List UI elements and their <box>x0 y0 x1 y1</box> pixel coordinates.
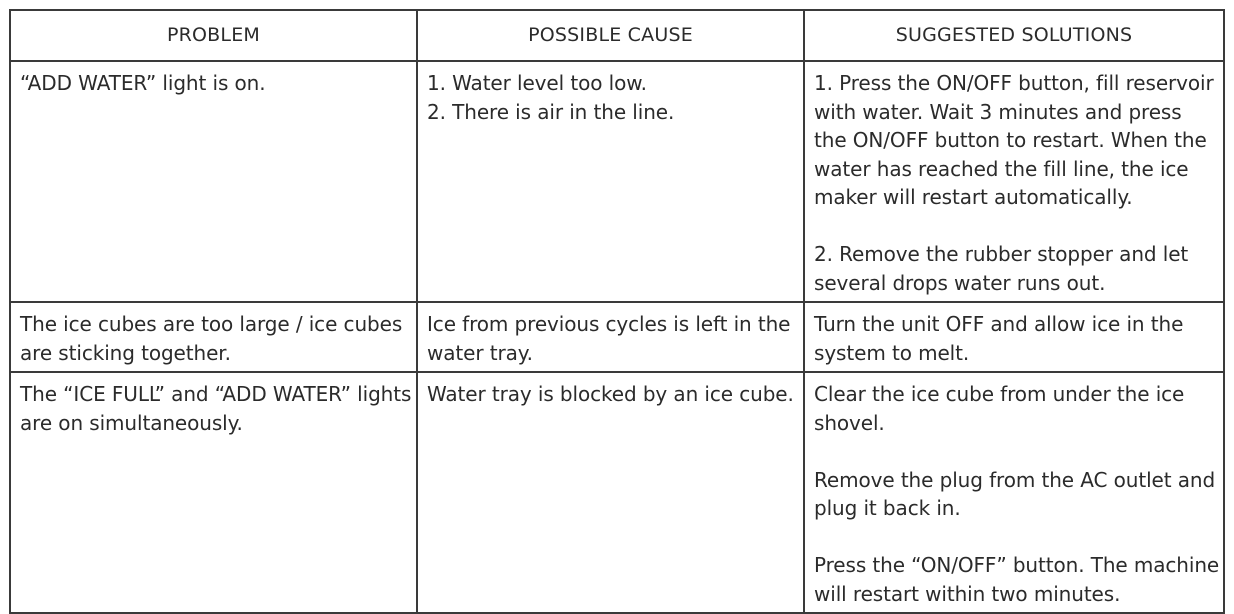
problem-cell <box>10 372 417 613</box>
text-line: plug it back in. <box>814 496 961 520</box>
solution-paragraph <box>814 310 1214 367</box>
solution-paragraph <box>814 69 1214 212</box>
header-row <box>10 10 1224 61</box>
solution-paragraph <box>814 551 1220 608</box>
text-line: The “ICE FULL” and “ADD WATER” lights <box>20 382 412 406</box>
text-line: will restart within two minutes. <box>814 581 1121 606</box>
cause-cell <box>417 61 804 302</box>
solution-cell <box>804 302 1224 372</box>
header-possible-cause: POSSIBLE CAUSE <box>417 10 804 61</box>
text-line: water tray. <box>427 340 533 365</box>
header-problem: PROBLEM <box>10 10 417 61</box>
text-line: maker will restart automatically. <box>814 185 1133 209</box>
table-row <box>10 61 1224 302</box>
text-line: water has reached the fill line, the ice <box>814 156 1189 181</box>
table-row <box>10 372 1224 613</box>
solution-paragraph <box>814 380 1214 437</box>
solution-paragraph <box>814 240 1214 297</box>
solution-paragraph <box>814 466 1214 523</box>
table-row <box>10 302 1224 372</box>
text-line: Remove the plug from the AC outlet and <box>814 467 1216 492</box>
text-line: 2. There is air in the line. <box>427 99 675 124</box>
text-line: with water. Wait 3 minutes and press <box>814 99 1182 124</box>
text-line: Clear the ice cube from under the ice <box>814 382 1185 406</box>
header-suggested-solutions: SUGGESTED SOLUTIONS <box>804 10 1224 61</box>
problem-cell <box>10 61 417 302</box>
solution-cell <box>804 372 1224 613</box>
text-line: shovel. <box>814 410 885 435</box>
text-line: are on simultaneously. <box>20 410 243 435</box>
text-line: Water tray is blocked by an ice cube. <box>427 382 794 406</box>
cause-cell <box>417 372 804 613</box>
text-line: several drops water runs out. <box>814 270 1106 295</box>
text-line: the ON/OFF button to restart. When the <box>814 128 1207 152</box>
solution-cell <box>804 61 1224 302</box>
text-line: The ice cubes are too large / ice cubes <box>20 312 403 336</box>
text-line: 1. Water level too low. <box>427 71 647 95</box>
text-line: Ice from previous cycles is left in the <box>427 312 791 336</box>
text-line: system to melt. <box>814 340 970 365</box>
text-line: 1. Press the ON/OFF button, fill reservoir <box>814 71 1214 95</box>
text-line: Press the “ON/OFF” button. The machine <box>814 553 1220 577</box>
cause-cell <box>417 302 804 372</box>
text-line: 2. Remove the rubber stopper and let <box>814 242 1189 266</box>
text-line: are sticking together. <box>20 340 231 365</box>
troubleshooting-table <box>9 9 1225 614</box>
text-line: “ADD WATER” light is on. <box>20 71 266 95</box>
problem-cell <box>10 302 417 372</box>
text-line: Turn the unit OFF and allow ice in the <box>814 312 1184 336</box>
